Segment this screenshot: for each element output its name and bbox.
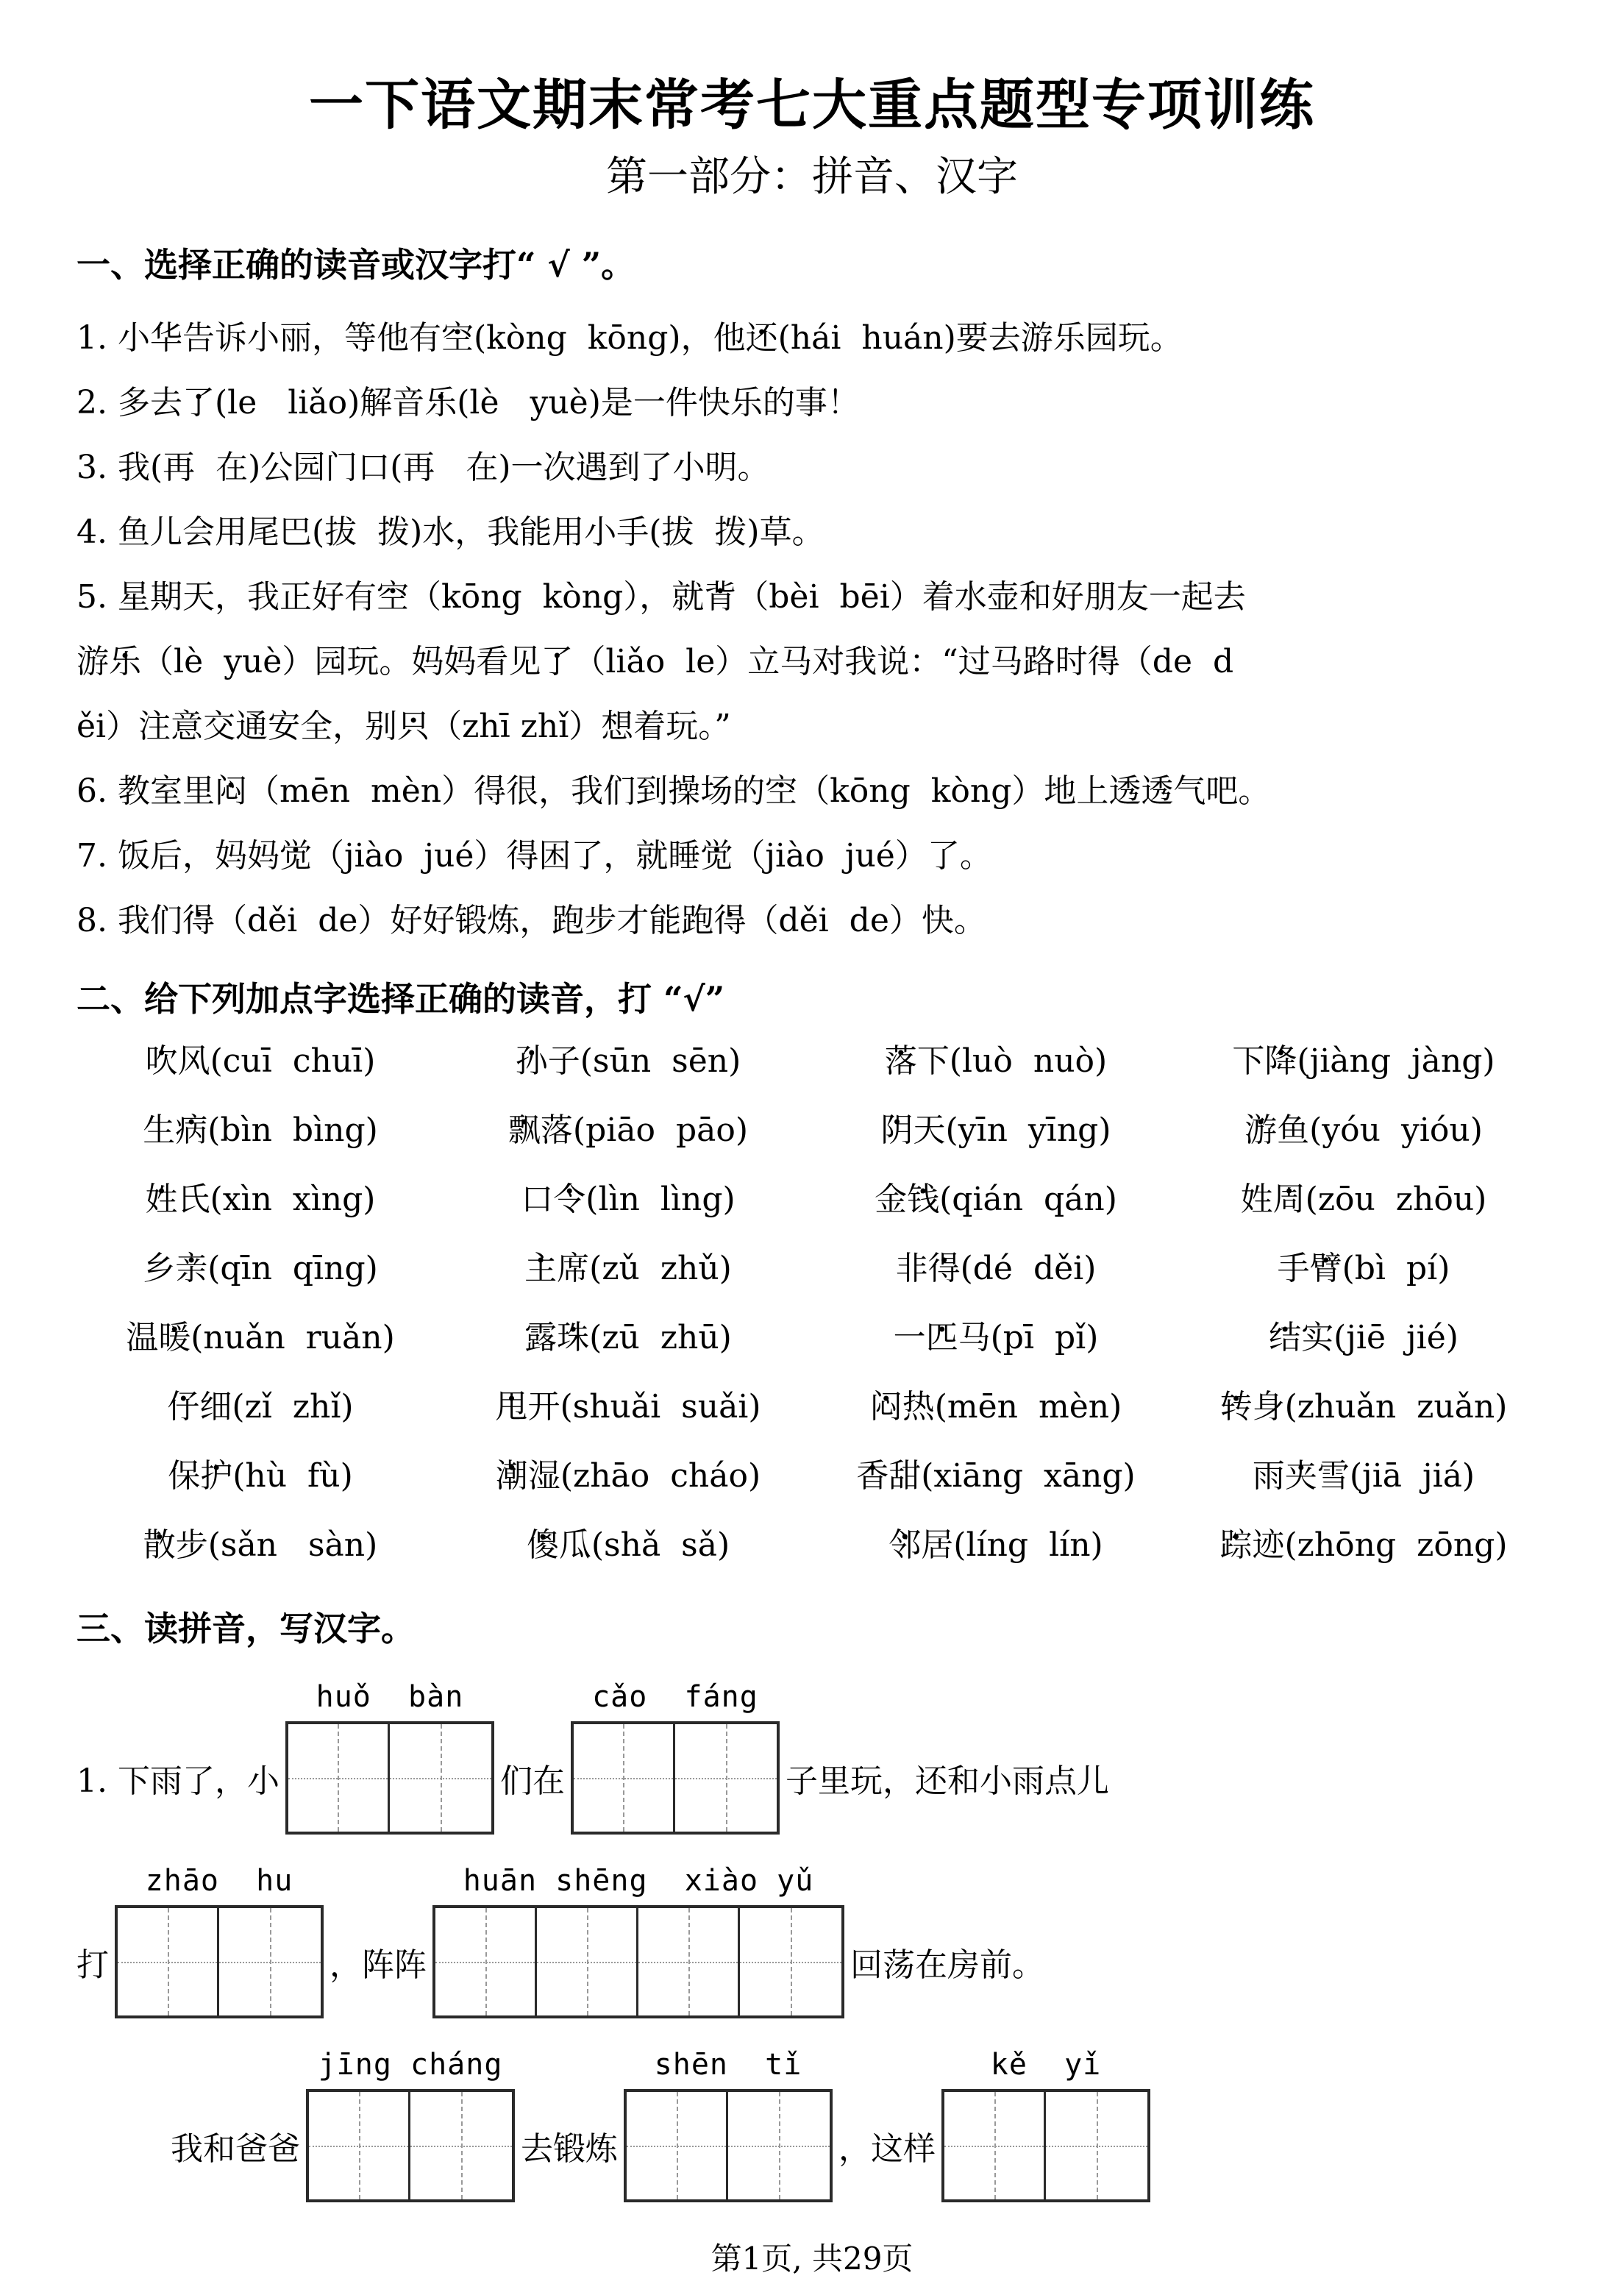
- emphasized-char: 了 •: [541, 630, 573, 694]
- writing-cell[interactable]: [1046, 2092, 1147, 2199]
- sentence-text: 1. 下雨了，小: [76, 1762, 279, 1800]
- emphasized-char: 乐 •: [109, 630, 141, 694]
- word-item: 非得 •(dé děi): [812, 1234, 1180, 1303]
- sentence-text: 去锻炼: [521, 2130, 618, 2168]
- pinyin-label: cǎo fáng: [592, 1680, 758, 1714]
- writing-cell[interactable]: [944, 2092, 1046, 2199]
- pinyin-label: zhāo hu: [145, 1864, 293, 1898]
- word-item: 闷 •热(mēn mèn): [812, 1373, 1180, 1442]
- writing-cell[interactable]: [638, 1908, 740, 2015]
- emphasized-char: 只 •: [397, 694, 430, 759]
- emphasized-char: 亲 •: [175, 1234, 207, 1303]
- question-line: 6. 教室里闷 •（mēn mèn）得很，我们到操场的空 •（kōng kòng）地上透透气吧。: [76, 759, 1548, 824]
- word-item: 主 •席(zǔ zhǔ): [444, 1234, 812, 1303]
- word-item: 飘 •落(piāo pāo): [444, 1096, 812, 1165]
- word-item: 下降 •(jiàng jàng): [1180, 1027, 1548, 1096]
- writing-cells: [115, 1905, 324, 2018]
- word-item: 傻 •瓜(shǎ sǎ): [444, 1511, 812, 1580]
- emphasized-char: 散 •: [143, 1511, 176, 1580]
- sentence-text: 打: [76, 1946, 109, 1984]
- word-item: 结 •实(jiē jié): [1180, 1303, 1548, 1373]
- question-line: 2. 多去了 •(le liǎo)解音乐 •(lè yuè)是一件快乐的事！: [76, 371, 1548, 435]
- emphasized-char: 匹 •: [926, 1303, 958, 1373]
- fill-in-row: [171, 2048, 1548, 2202]
- word-item: 仔 •细(zǐ zhǐ): [76, 1373, 444, 1442]
- writing-box-group: [432, 1864, 844, 2018]
- writing-cell[interactable]: [118, 1908, 219, 2015]
- emphasized-char: 转 •: [1220, 1373, 1253, 1442]
- writing-cell[interactable]: [574, 1724, 675, 1832]
- word-item: 一匹 •马(pī pǐ): [812, 1303, 1180, 1373]
- word-item: 口令 •(lìn lìng): [444, 1165, 812, 1234]
- emphasized-char: 钱 •: [907, 1165, 939, 1234]
- emphasized-char: 甩 •: [495, 1373, 527, 1442]
- emphasized-char: 闷 •: [215, 759, 247, 824]
- emphasized-char: 还 •: [746, 306, 778, 371]
- word-item: 保护 •(hù fù): [76, 1442, 444, 1511]
- writing-cell[interactable]: [410, 2092, 512, 2199]
- writing-cells: [624, 2089, 833, 2202]
- emphasized-char: 潮 •: [496, 1442, 528, 1511]
- writing-cell[interactable]: [537, 1908, 638, 2015]
- emphasized-char: 暖 •: [158, 1303, 190, 1373]
- word-item: 邻 •居(líng lín): [812, 1511, 1180, 1580]
- writing-cell[interactable]: [390, 1724, 491, 1832]
- writing-cell[interactable]: [740, 1908, 841, 2015]
- word-choices-grid: [76, 1027, 1548, 1580]
- emphasized-char: 乐 •: [424, 371, 457, 435]
- word-item: 潮 •湿(zhāo cháo): [444, 1442, 812, 1511]
- writing-cells: [571, 1721, 780, 1835]
- section2-heading: 二、给下列加点字选择正确的读音，打 “√”: [76, 979, 725, 1019]
- writing-cell[interactable]: [728, 2092, 830, 2199]
- word-item: 甩 •开(shuǎi suǎi): [444, 1373, 812, 1442]
- pinyin-label: kě yǐ: [990, 2048, 1102, 2082]
- word-item: 雨夹 •雪(jiā jiá): [1180, 1442, 1548, 1511]
- emphasized-char: 觉 •: [279, 824, 312, 889]
- question-line: ěi）注意交通安全，别只 •（zhī zhǐ）想着玩。”: [76, 694, 1548, 759]
- emphasized-char: 仔 •: [167, 1373, 199, 1442]
- word-item: 游 •鱼(yóu yióu): [1180, 1096, 1548, 1165]
- emphasized-char: 香 •: [856, 1442, 888, 1511]
- writing-cell[interactable]: [435, 1908, 537, 2015]
- question-line: 3. 我(再 在)公园门口(再 在)一次遇到了小明。: [76, 449, 770, 486]
- emphasized-char: 孙 •: [516, 1027, 548, 1096]
- emphasized-char: 游 •: [1244, 1096, 1277, 1165]
- emphasized-char: 得 •: [713, 889, 746, 953]
- sentence-text: 们在: [499, 1762, 565, 1800]
- page-title: 一下语文期末常考七大重点题型专项训练: [309, 74, 1315, 137]
- page-subtitle: 第一部分：拼音、汉字: [606, 153, 1018, 201]
- section1-heading: 一、选择正确的读音或汉字打“ √ ”。: [76, 245, 635, 285]
- sentence-text: 我和爸爸: [171, 2130, 300, 2168]
- writing-cells: [285, 1721, 494, 1835]
- emphasized-char: 落 •: [885, 1027, 917, 1096]
- word-item: 姓 •氏(xìn xìng): [76, 1165, 444, 1234]
- writing-cell[interactable]: [309, 2092, 410, 2199]
- question-line: 5. 星期天，我正好有空 •（kōng kòng），就背 •（bèi bēi）着水壶和好朋友一起去: [76, 565, 1548, 630]
- emphasized-char: 臂 •: [1310, 1234, 1342, 1303]
- word-item: 吹 •风(cuī chuī): [76, 1027, 444, 1096]
- pinyin-label: huān shēng xiào yǔ: [463, 1864, 814, 1898]
- writing-cell[interactable]: [288, 1724, 390, 1832]
- word-item: 生病 •(bìn bìng): [76, 1096, 444, 1165]
- emphasized-char: 空 •: [441, 306, 474, 371]
- word-item: 散 •步(sǎn sàn): [76, 1511, 444, 1580]
- emphasized-char: 踪 •: [1220, 1511, 1253, 1580]
- emphasized-char: 结 •: [1269, 1303, 1301, 1373]
- emphasized-char: 空 •: [377, 565, 409, 630]
- emphasized-char: 觉 •: [700, 824, 733, 889]
- writing-cell[interactable]: [219, 1908, 321, 2015]
- sentence-text: 回荡在房前。: [850, 1946, 1044, 1984]
- emphasized-char: 令 •: [553, 1165, 585, 1234]
- emphasized-char: 背 •: [704, 565, 736, 630]
- word-item: 露珠 •(zū zhū): [444, 1303, 812, 1373]
- word-item: 姓周 •(zōu zhōu): [1180, 1165, 1548, 1234]
- page-number: 第1页, 共29页: [710, 2241, 914, 2277]
- emphasized-char: 护 •: [200, 1442, 232, 1511]
- emphasized-char: 空 •: [765, 759, 797, 824]
- word-item: 金钱 •(qián qán): [812, 1165, 1180, 1234]
- fill-in-row: [76, 1864, 1548, 2018]
- emphasized-char: 主 •: [524, 1234, 557, 1303]
- word-item: 香 •甜(xiāng xāng): [812, 1442, 1180, 1511]
- emphasized-char: 飘 •: [508, 1096, 541, 1165]
- emphasized-char: 夹 •: [1285, 1442, 1317, 1511]
- writing-box-group: [115, 1864, 324, 2018]
- word-item: 孙 •子(sūn sēn): [444, 1027, 812, 1096]
- section3-heading: 三、读拼音，写汉字。: [76, 1609, 415, 1648]
- writing-cells: [432, 1905, 844, 2018]
- emphasized-char: 了 •: [182, 371, 215, 435]
- writing-box-group: [624, 2048, 833, 2202]
- writing-cells: [941, 2089, 1150, 2202]
- word-item: 踪 •迹(zhōng zōng): [1180, 1511, 1548, 1580]
- emphasized-char: 闷 •: [870, 1373, 902, 1442]
- emphasized-char: 病 •: [175, 1096, 207, 1165]
- word-item: 落 •下(luò nuò): [812, 1027, 1180, 1096]
- emphasized-char: 邻 •: [888, 1511, 921, 1580]
- emphasized-char: 珠 •: [557, 1303, 589, 1373]
- writing-cell[interactable]: [627, 2092, 728, 2199]
- question-line: 7. 饭后，妈妈觉 •（jiào jué）得困了，就睡觉 •（jiào jué）了。: [76, 824, 1548, 889]
- emphasized-char: 吹 •: [146, 1027, 178, 1096]
- emphasized-char: 周 •: [1273, 1165, 1306, 1234]
- emphasized-char: 降 •: [1264, 1027, 1297, 1096]
- question-line: 8. 我们得 •（děi de）好好锻炼，跑步才能跑得 •（děi de）快。: [76, 889, 1548, 953]
- emphasized-char: 姓 •: [146, 1165, 178, 1234]
- emphasized-char: 得 •: [928, 1234, 961, 1303]
- emphasized-char: 得 •: [182, 889, 215, 953]
- emphasized-char: 得 •: [1088, 630, 1120, 694]
- pinyin-label: huǒ bàn: [316, 1680, 464, 1714]
- pinyin-label: shēn tǐ: [654, 2048, 802, 2082]
- writing-box-group: [285, 1680, 494, 1835]
- word-item: 转 •身(zhuǎn zuǎn): [1180, 1373, 1548, 1442]
- word-item: 阴 •天(yīn yīng): [812, 1096, 1180, 1165]
- sentence-text: ，阵阵: [330, 1946, 427, 1984]
- fill-in-row: [76, 1680, 1548, 1835]
- writing-cells: [306, 2089, 515, 2202]
- emphasized-char: 阴 •: [880, 1096, 913, 1165]
- question-line: 游乐 •（lè yuè）园玩。妈妈看见了 •（liǎo le）立马对我说：“过马路时得 •（de d: [76, 630, 1548, 694]
- sentence-text: ，这样: [838, 2130, 936, 2168]
- writing-box-group: [306, 2048, 515, 2202]
- writing-cell[interactable]: [675, 1724, 777, 1832]
- pinyin-label: jīng cháng: [318, 2048, 503, 2082]
- question-line: 1. 小华告诉小丽，等他有空 •(kòng kōng)，他还 •(hái huán)要去游乐园玩。: [76, 306, 1548, 371]
- word-item: 乡亲 •(qīn qīng): [76, 1234, 444, 1303]
- sentence-text: 子里玩，还和小雨点儿: [785, 1762, 1109, 1800]
- writing-box-group: [571, 1680, 780, 1835]
- emphasized-char: 傻 •: [527, 1511, 559, 1580]
- word-item: 手臂 •(bì pí): [1180, 1234, 1548, 1303]
- section1-questions: [76, 306, 1548, 953]
- writing-box-group: [941, 2048, 1150, 2202]
- question-line: 4. 鱼儿会用尾巴(拔 拨)水，我能用小手(拔 拨)草。: [76, 513, 825, 551]
- word-item: 温暖 •(nuǎn ruǎn): [76, 1303, 444, 1373]
